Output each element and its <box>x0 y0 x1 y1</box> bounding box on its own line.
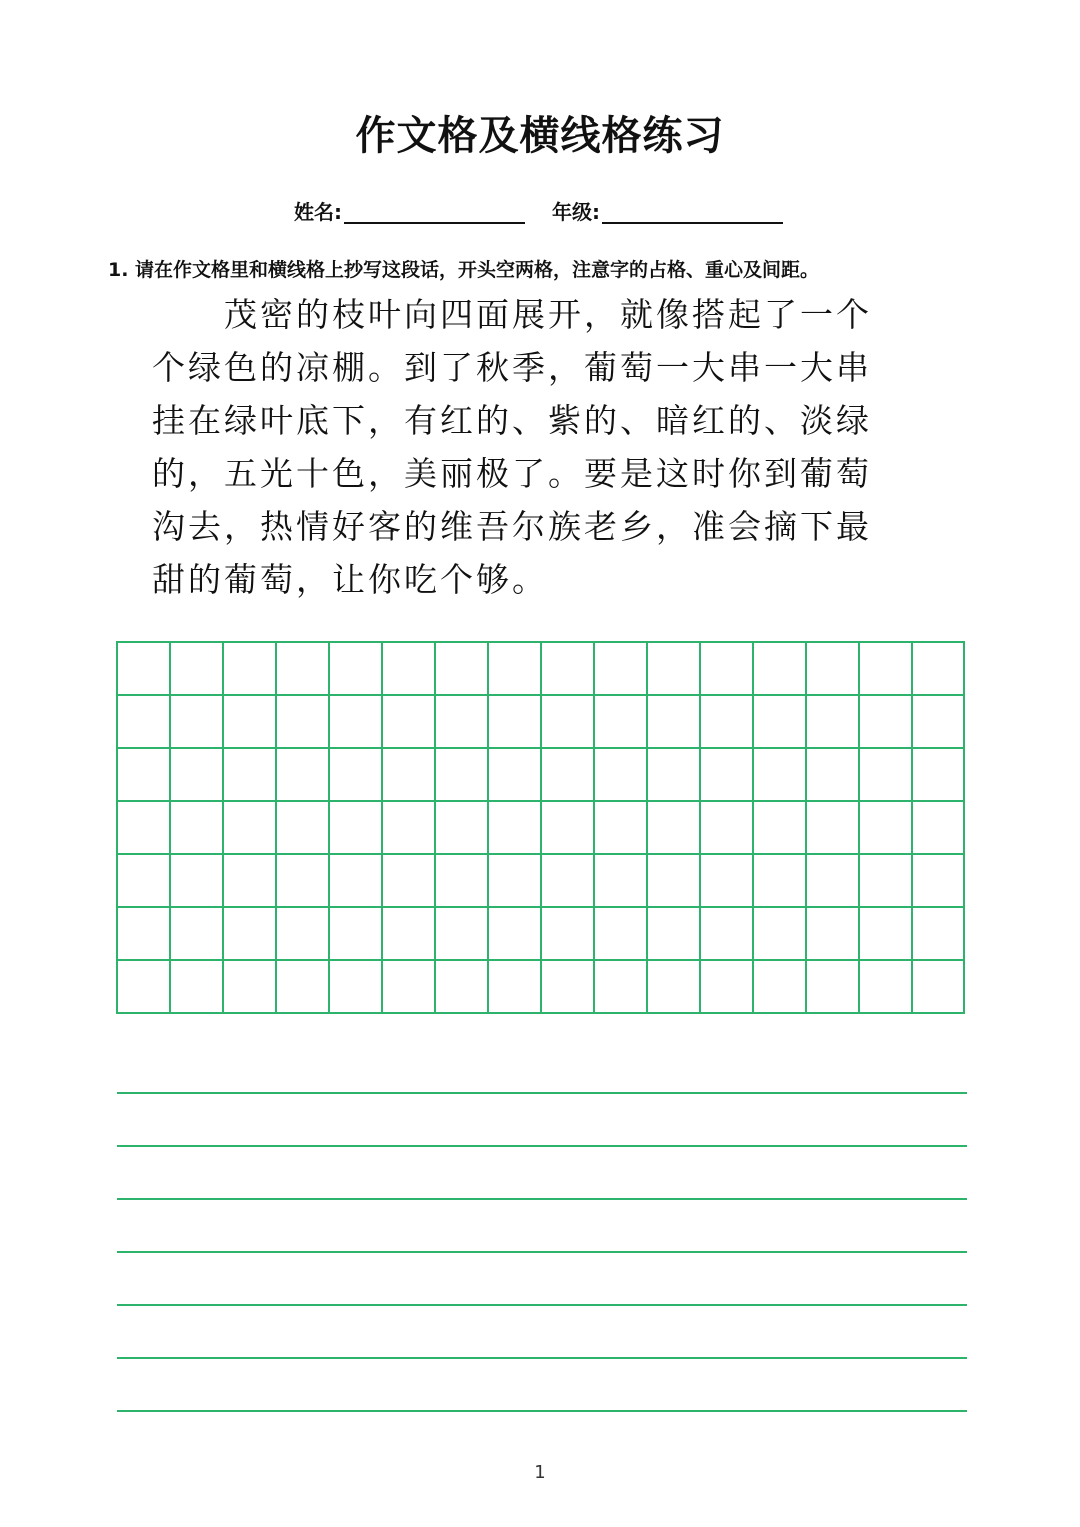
ruled-line[interactable] <box>117 1145 967 1147</box>
student-info-row <box>0 192 1080 228</box>
passage-line: 沟去，热情好客的维吾尔族老乡，准会摘下最 <box>152 507 872 546</box>
ruled-line[interactable] <box>117 1251 967 1253</box>
passage-line: 的，五光十色，美丽极了。要是这时你到葡萄 <box>152 454 872 493</box>
passage-line: 甜的葡萄，让你吃个够。 <box>152 560 548 599</box>
ruled-line[interactable] <box>117 1410 967 1412</box>
page-number: 1 <box>534 1462 546 1483</box>
grade-label: 年级: <box>552 200 600 224</box>
copy-passage <box>152 288 952 606</box>
grade-blank-line[interactable] <box>602 222 783 224</box>
question-instruction: 1. 请在作文格里和横线格上抄写这段话，开头空两格，注意字的占格、重心及间距。 <box>108 259 820 281</box>
passage-line: 挂在绿叶底下，有红的、紫的、暗红的、淡绿 <box>152 401 872 440</box>
name-label: 姓名: <box>294 200 342 224</box>
passage-line: 个绿色的凉棚。到了秋季，葡萄一大串一大串 <box>152 348 872 387</box>
worksheet-title: 作文格及横线格练习 <box>355 113 725 159</box>
passage-line: 茂密的枝叶向四面展开，就像搭起了一个 <box>152 295 872 334</box>
ruled-line[interactable] <box>117 1198 967 1200</box>
composition-writing-grid[interactable] <box>116 641 965 1014</box>
ruled-line[interactable] <box>117 1092 967 1094</box>
ruled-line[interactable] <box>117 1304 967 1306</box>
name-blank-line[interactable] <box>344 222 525 224</box>
ruled-line[interactable] <box>117 1357 967 1359</box>
